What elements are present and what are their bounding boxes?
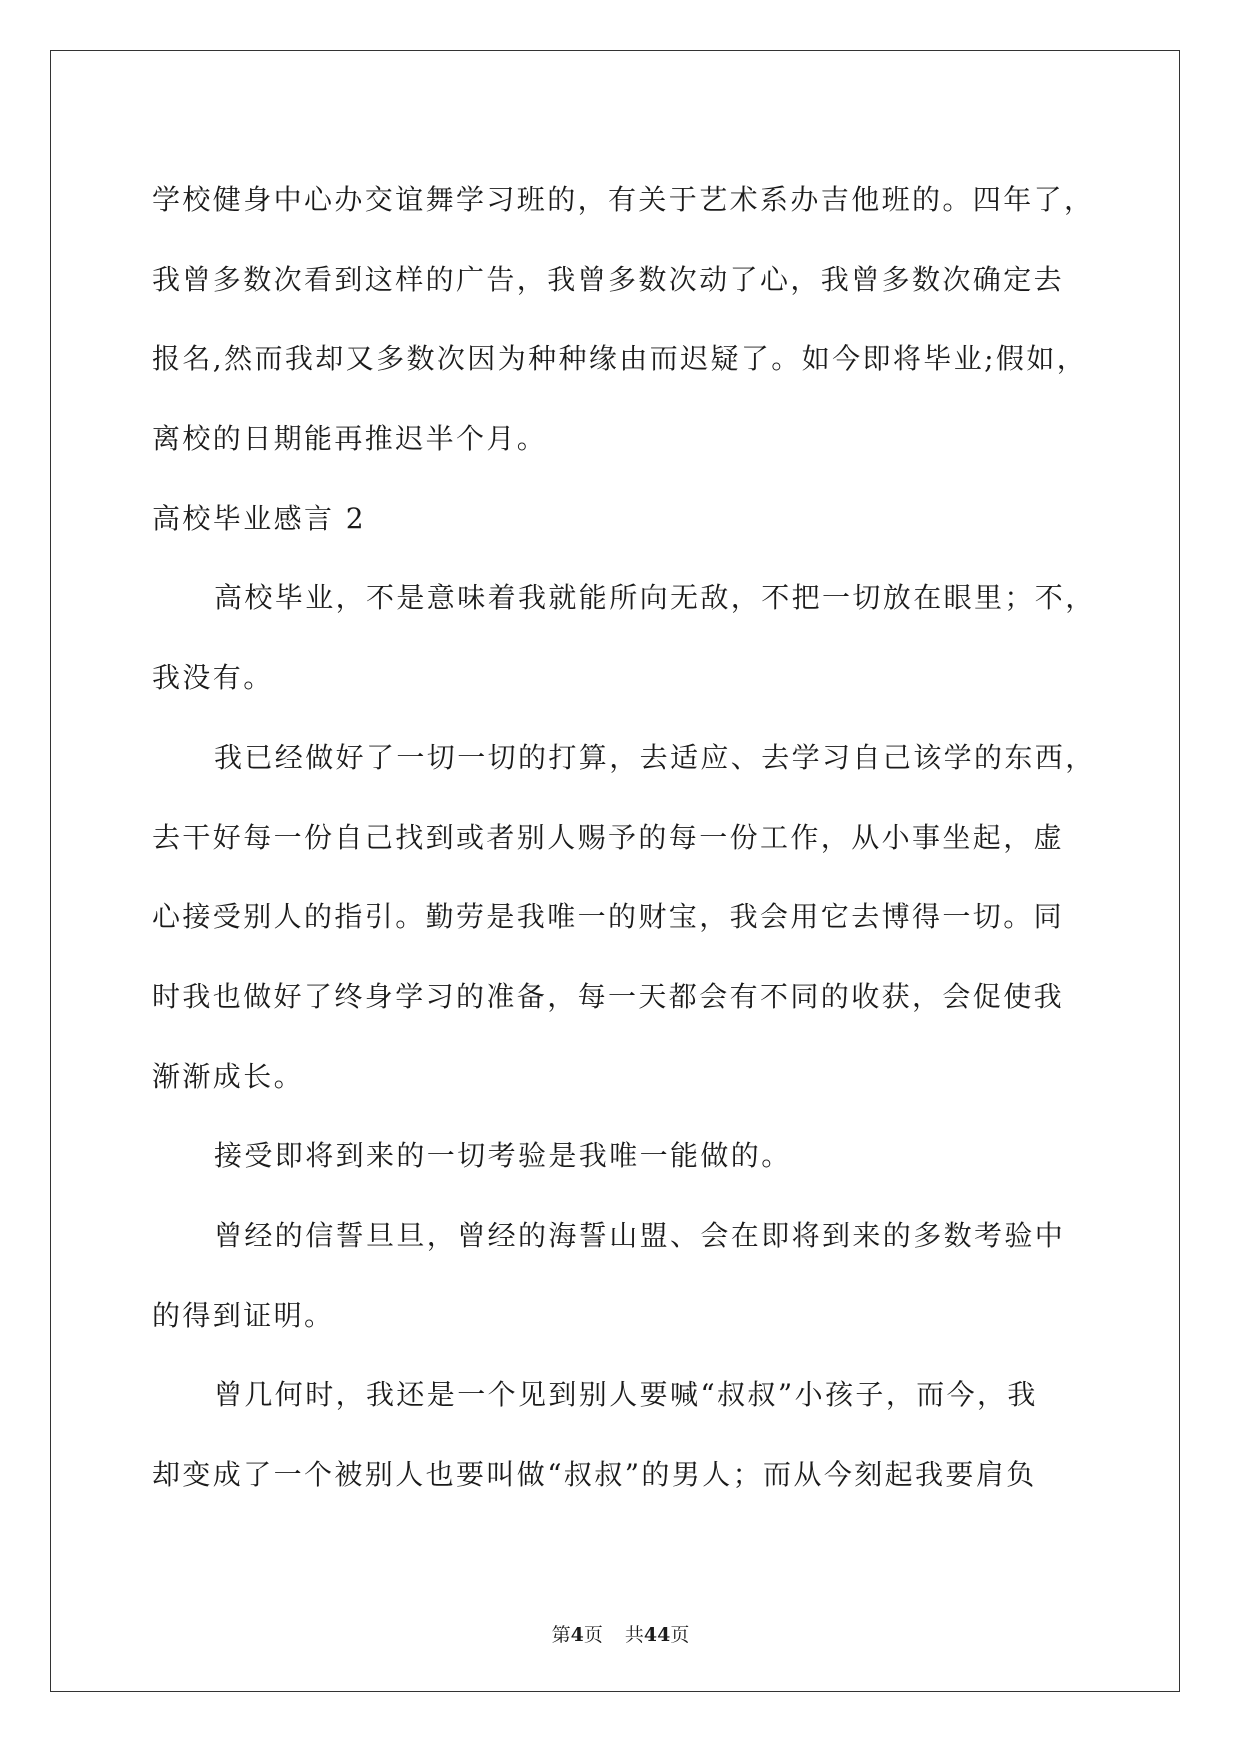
text-line: 我没有。 bbox=[152, 661, 274, 695]
text-line: 高校毕业，不是意味着我就能所向无敌，不把一切放在眼里；不， bbox=[214, 581, 1096, 615]
total-prefix: 共 bbox=[624, 1624, 644, 1646]
text-line: 时我也做好了终身学习的准备，每一天都会有不同的收获，会促使我 bbox=[152, 979, 1065, 1013]
text-line: 接受即将到来的一切考验是我唯一能做的。 bbox=[214, 1139, 792, 1173]
text-line: 我已经做好了一切一切的打算，去适应、去学习自己该学的东西， bbox=[214, 740, 1096, 774]
document-body bbox=[152, 160, 1096, 1515]
text-line: 报名,然而我却又多数次因为种种缘由而迟疑了。如今即将毕业;假如， bbox=[152, 342, 1088, 376]
text-line: 渐渐成长。 bbox=[152, 1059, 305, 1093]
text-line: 曾几何时，我还是一个见到别人要喊“叔叔”小孩子，而今，我 bbox=[214, 1378, 1038, 1412]
text-line: 去干好每一份自己找到或者别人赐予的每一份工作，从小事坐起，虚 bbox=[152, 820, 1065, 854]
page-footer bbox=[0, 1620, 1241, 1647]
text-line: 却变成了一个被别人也要叫做“叔叔”的男人；而从今刻起我要肩负 bbox=[152, 1458, 1037, 1491]
text-line: 学校健身中心办交谊舞学习班的，有关于艺术系办吉他班的。四年了， bbox=[152, 183, 1095, 216]
text-line: 曾经的信誓旦旦，曾经的海誓山盟、会在即将到来的多数考验中 bbox=[214, 1218, 1066, 1252]
page-number: 4 bbox=[570, 1624, 584, 1646]
text-line: 心接受别人的指引。勤劳是我唯一的财宝，我会用它去博得一切。同 bbox=[152, 900, 1065, 934]
text-line: 离校的日期能再推迟半个月。 bbox=[152, 422, 548, 456]
text-line: 我曾多数次看到这样的广告，我曾多数次动了心，我曾多数次确定去 bbox=[152, 262, 1065, 296]
text-line: 的得到证明。 bbox=[152, 1298, 335, 1332]
page-suffix: 页 bbox=[583, 1624, 603, 1646]
total-pages: 44 bbox=[643, 1624, 671, 1646]
section-heading: 高校毕业感言 2 bbox=[152, 501, 366, 535]
page-prefix: 第 bbox=[551, 1624, 571, 1646]
total-suffix: 页 bbox=[670, 1624, 690, 1646]
